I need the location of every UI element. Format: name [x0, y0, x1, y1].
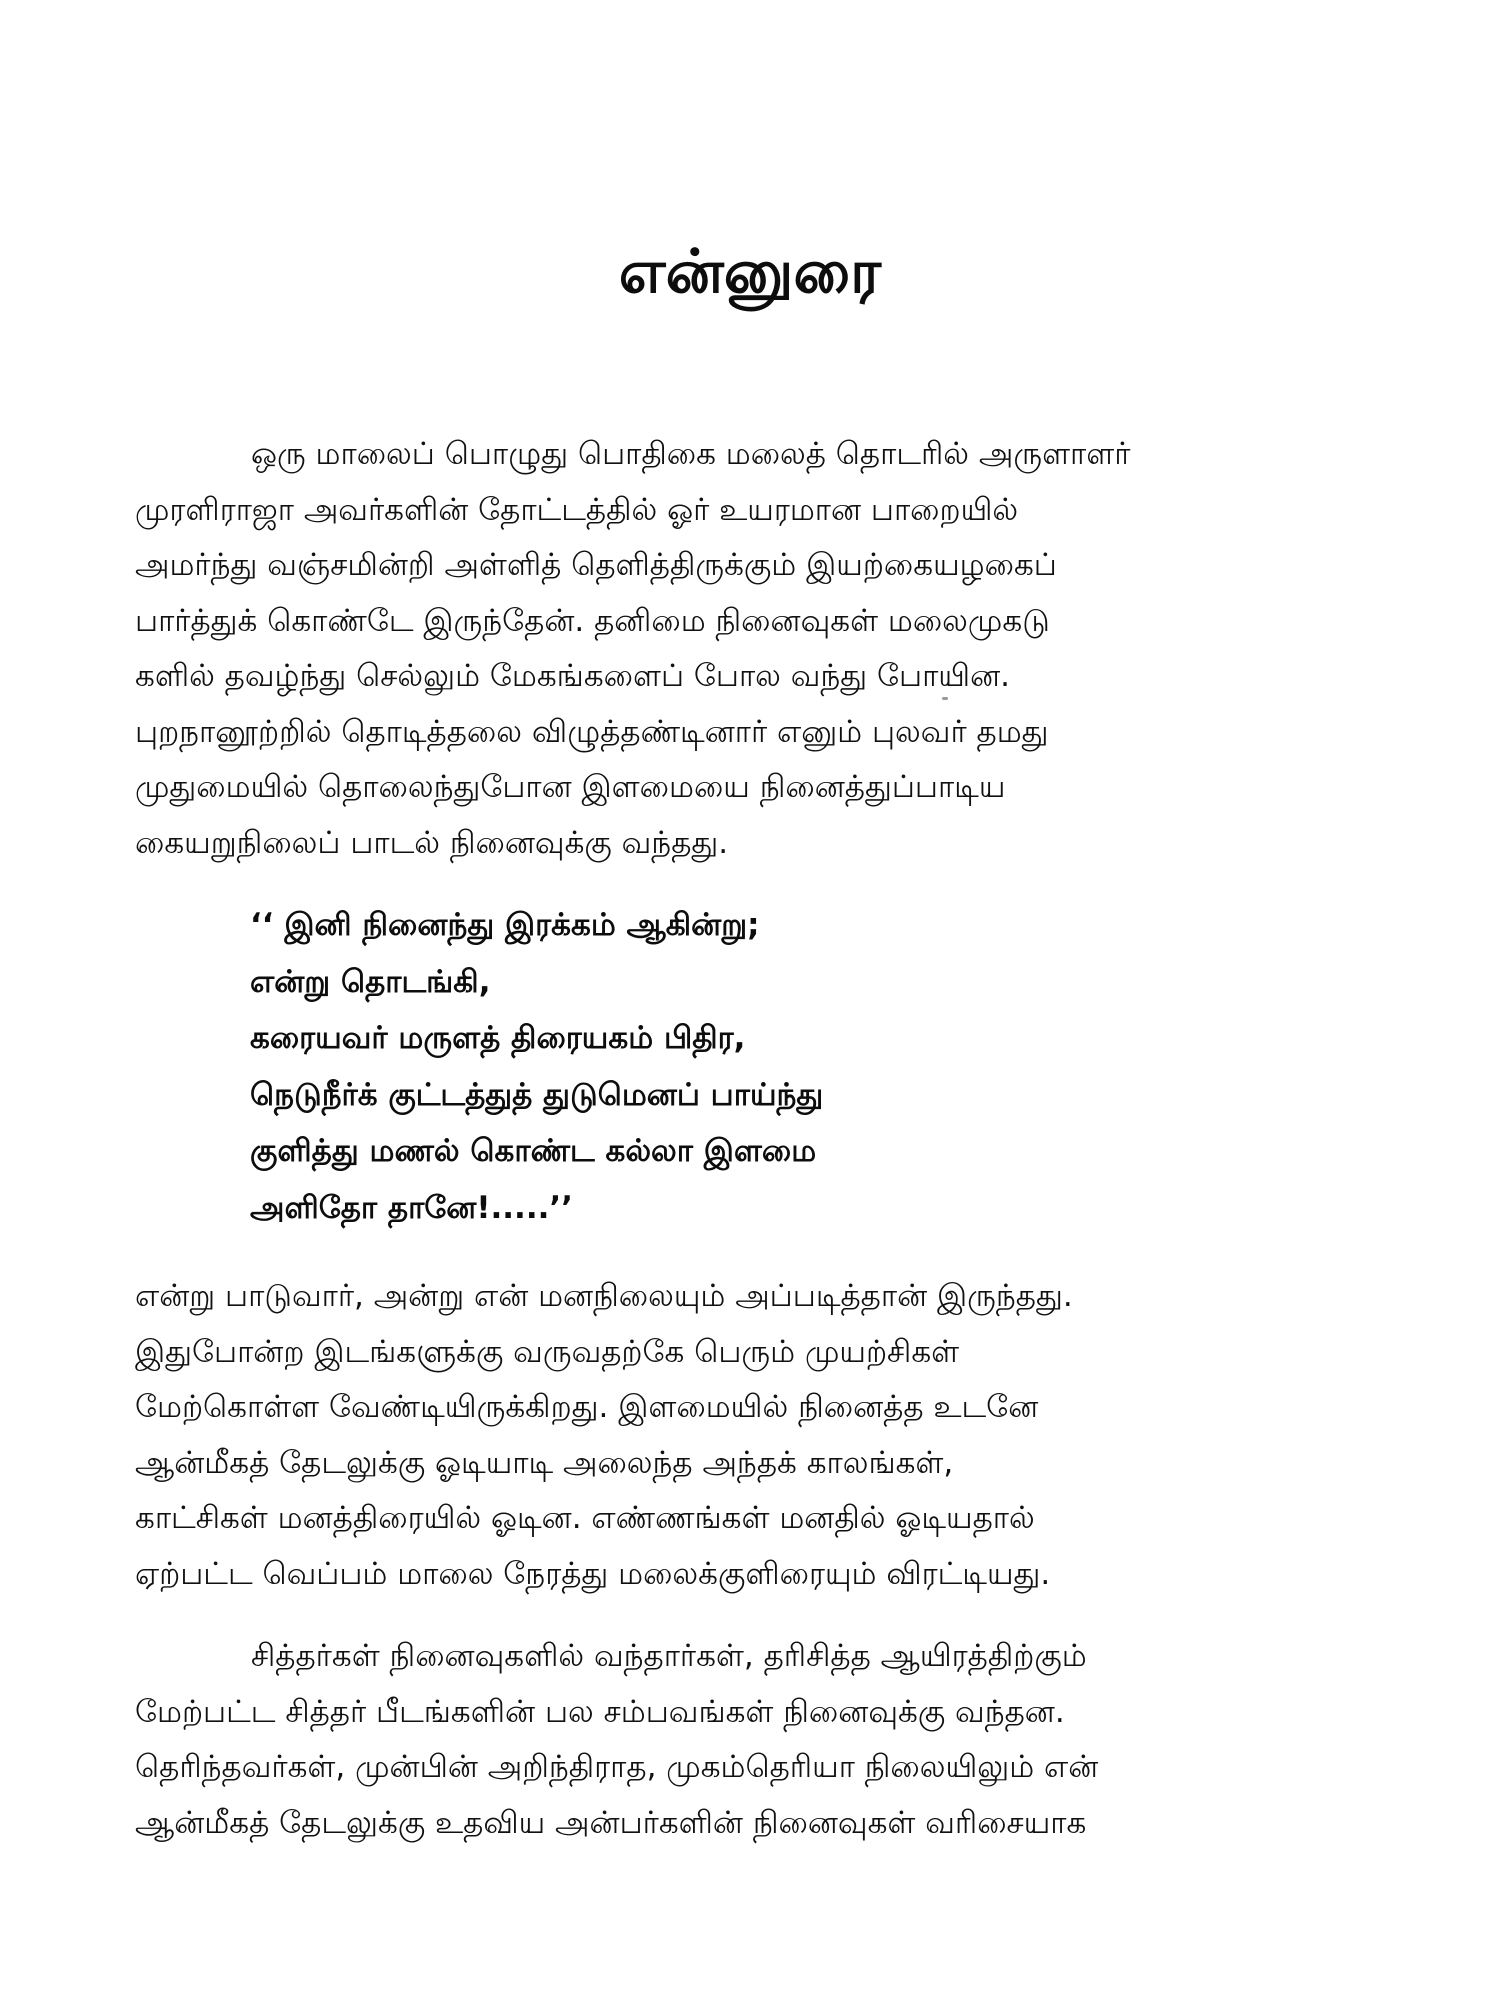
verse-line: அளிதோ தானே!.....’’ [250, 1189, 573, 1226]
paragraph-2-line: மேற்கொள்ள வேண்டியிருக்கிறது. இளமையில் நினைத்த உடனே [135, 1389, 1039, 1425]
paragraph-1-line: கையறுநிலைப் பாடல் நினைவுக்கு வந்தது. [135, 824, 729, 861]
paragraph-2-line: ஏற்பட்ட வெப்பம் மாலை நேரத்து மலைக்குளிரையும் விரட்டியது. [135, 1555, 1051, 1592]
verse-line: ‘‘ இனி நினைந்து இரக்கம் ஆகின்று; [250, 907, 760, 943]
paragraph-1-line: பார்த்துக் கொண்டே இருந்தேன். தனிமை நினைவுகள் மலைமுகடு [135, 602, 1050, 639]
verse-line: நெடுநீர்க் குட்டத்துத் துடுமெனப் பாய்ந்து [250, 1076, 824, 1113]
verse-quote [250, 897, 1350, 1236]
paragraph-3-line: தெரிந்தவர்கள், முன்பின் அறிந்திராத, முகம்தெரியா நிலையிலும் என் [135, 1749, 1099, 1785]
paragraph-1-line: அமர்ந்து வஞ்சமின்றி அள்ளித் தெளித்திருக்கும் இயற்கையழகைப் [135, 547, 1057, 583]
paragraph-1 [135, 427, 1375, 871]
paragraph-3-line: ஆன்மீகத் தேடலுக்கு உதவிய அன்பர்களின் நினைவுகள் வரிசையாக [135, 1804, 1087, 1841]
paragraph-3 [135, 1629, 1375, 1851]
paragraph-1-line: ஒரு மாலைப் பொழுது பொதிகை மலைத் தொடரில் அருளாளர் [251, 436, 1131, 472]
paragraph-2-line: காட்சிகள் மனத்திரையில் ஓடின. எண்ணங்கள் மனதில் ஓடியதால் [135, 1500, 1035, 1536]
verse-line: குளித்து மணல் கொண்ட கல்லா இளமை [250, 1133, 817, 1169]
paragraph-2-line: இதுபோன்ற இடங்களுக்கு வருவதற்கே பெரும் முயற்சிகள் [135, 1333, 960, 1370]
verse-line: கரையவர் மருளத் திரையகம் பிதிர, [250, 1020, 746, 1056]
paragraph-2-line: ஆன்மீகத் தேடலுக்கு ஓடியாடி அலைந்த அந்தக் காலங்கள், [135, 1444, 954, 1481]
paragraph-1-line: களில் தவழ்ந்து செல்லும் மேகங்களைப் போல வந்து போயின. [135, 658, 1011, 694]
paragraph-1-line: புறநானூற்றில் தொடித்தலை விழுத்தண்டினார் எனும் புலவர் தமது [135, 713, 1049, 750]
verse-line: என்று தொடங்கி, [250, 963, 491, 1000]
paragraph-1-line: முதுமையில் தொலைந்துபோன இளமையை நினைத்துப்பாடிய [135, 769, 1006, 805]
page-title: என்னுரை [618, 237, 882, 307]
paragraph-2-line: என்று பாடுவார், அன்று என் மனநிலையும் அப்படித்தான் இருந்தது. [135, 1278, 1073, 1314]
paragraph-1-line: முரளிராஜா அவர்களின் தோட்டத்தில் ஓர் உயரமான பாறையில் [135, 491, 1019, 528]
paragraph-3-line: சித்தர்கள் நினைவுகளில் வந்தார்கள், தரிசித்த ஆயிரத்திற்கும் [251, 1638, 1087, 1674]
print-speck [942, 697, 948, 700]
paragraph-2 [135, 1269, 1375, 1602]
paragraph-3-line: மேற்பட்ட சித்தர் பீடங்களின் பல சம்பவங்கள் நினைவுக்கு வந்தன. [135, 1693, 1065, 1730]
